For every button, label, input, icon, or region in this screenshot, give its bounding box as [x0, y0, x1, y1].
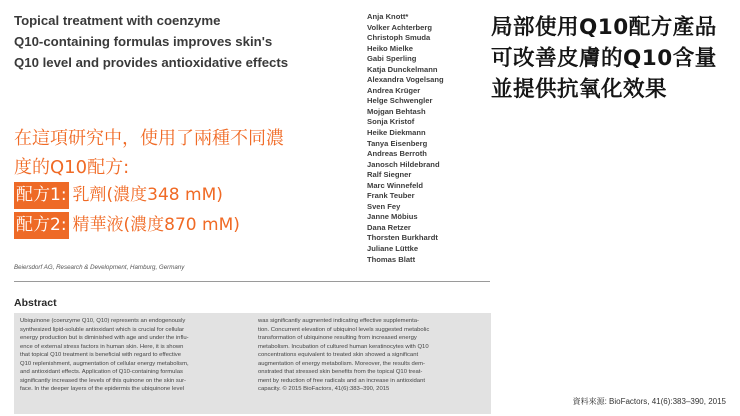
headline-line: 可改善皮膚的Q10含量 [491, 46, 717, 71]
abstract-line: synthesized lipid-soluble antioxidant which is crucial for cellular [20, 326, 185, 333]
author-name: Anja Knott* [367, 12, 409, 21]
author-name: Frank Teuber [367, 191, 415, 201]
paper-title [14, 10, 344, 73]
abstract-line: and antioxidant effects. Application of Q10-containing formulas [20, 369, 183, 376]
study-description-line: 度的Q10配方: [14, 157, 130, 178]
headline-line: 並提供抗氧化效果 [491, 77, 668, 102]
abstract-line: significantly increased the levels of this quinone on the skin sur- [20, 377, 187, 384]
author-name: Janne Möbius [367, 212, 418, 222]
study-description [14, 124, 359, 182]
author-name: Alexandra Vogelsang [367, 75, 444, 85]
abstract-line: metabolism. Incubation of cultured human keratinocytes with Q10 [258, 343, 429, 350]
author-name: Andrea Krüger [367, 85, 421, 95]
formula-1 [14, 182, 223, 209]
abstract-heading: Abstract [14, 297, 57, 309]
abstract-line: transformation of ubiquinone resulting from increased energy [258, 335, 417, 342]
abstract-line: tion. Concurrent elevation of ubiquinol levels suggested metabolic [258, 326, 430, 333]
author-name: Helge Schwengler [367, 96, 433, 106]
author-name: Heike Diekmann [367, 128, 426, 138]
author-name: Juliane Lüttke [367, 244, 419, 254]
formula-2-tag: 配方2: [14, 212, 69, 239]
abstract-line: capacity. © 2015 BioFactors, 41(6):383–390, 2015 [258, 386, 390, 393]
author-name: Tanya Eisenberg [367, 138, 428, 148]
abstract-box [14, 313, 491, 414]
author-name: Janosch Hildebrand [367, 159, 440, 169]
study-description-line: 在這項研究中，使用了兩種不同濃 [14, 128, 284, 149]
headline [491, 12, 731, 105]
formula-2 [14, 212, 240, 239]
abstract-line: face. In the deeper layers of the epidermis the ubiquinone level [20, 386, 185, 393]
formula-1-value: 乳劑(濃度348 mM) [72, 185, 223, 205]
author-name: Marc Winnefeld [367, 180, 424, 190]
abstract-line: was significantly augmented indicating effective supplementa- [258, 318, 419, 324]
author-name: Dana Retzer [367, 222, 411, 232]
author-name: Mojgan Behtash [367, 106, 426, 116]
abstract-line: augmentation of energy metabolism. Moreover, the results dem- [258, 360, 425, 367]
paper-title-line: Q10-containing formulas improves skin's [14, 34, 273, 49]
author-list [367, 12, 487, 265]
author-name: Thorsten Burkhardt [367, 233, 438, 243]
author-name: Heiko Mielke [367, 43, 414, 53]
author-name: Ralf Siegner [367, 170, 412, 180]
abstract-line: Ubiquinone (coenzyme Q10, Q10) represents an endogenously [20, 318, 186, 324]
abstract-line: Q10 replenishment, augmentation of cellular energy metabolism, [20, 360, 189, 367]
divider [14, 281, 490, 282]
formula-1-tag: 配方1: [14, 182, 69, 209]
author-name: Katja Dunckelmann [367, 64, 438, 74]
paper-title-line: Q10 level and provides antioxidative effects [14, 55, 289, 70]
abstract-left-column [20, 317, 250, 394]
abstract-line: energy production but is diminished with age and under the influ- [20, 335, 189, 342]
formula-2-value: 精華液(濃度870 mM) [72, 215, 240, 235]
abstract-line: ence of external stress factors in human skin. Here, it is shown [20, 343, 184, 350]
author-name: Sven Fey [367, 201, 401, 211]
author-name: Sonja Kristof [367, 117, 415, 127]
abstract-line: ment by reduction of free radicals and an increase in antioxidant [258, 377, 426, 384]
abstract-line: onstrated that stressed skin benefits from the topical Q10 treat- [258, 369, 423, 376]
author-name: Andreas Berroth [367, 149, 427, 159]
source-citation: 資料來源: BioFactors, 41(6):383–390, 2015 [572, 397, 726, 406]
abstract-line: concentrations equivalent to treated skin showed a significant [258, 352, 419, 359]
abstract-right-column [258, 317, 488, 394]
affiliation: Beiersdorf AG, Research & Development, Hamburg, Germany [14, 264, 185, 271]
paper-title-line: Topical treatment with coenzyme [14, 13, 221, 28]
author-name: Christoph Smuda [367, 33, 431, 43]
author-name: Volker Achterberg [367, 22, 432, 32]
headline-line: 局部使用Q10配方產品 [491, 15, 717, 40]
author-name: Thomas Blatt [367, 254, 416, 264]
abstract-line: that topical Q10 treatment is beneficial with regard to effective [20, 352, 181, 359]
author-name: Gabi Sperling [367, 54, 417, 64]
